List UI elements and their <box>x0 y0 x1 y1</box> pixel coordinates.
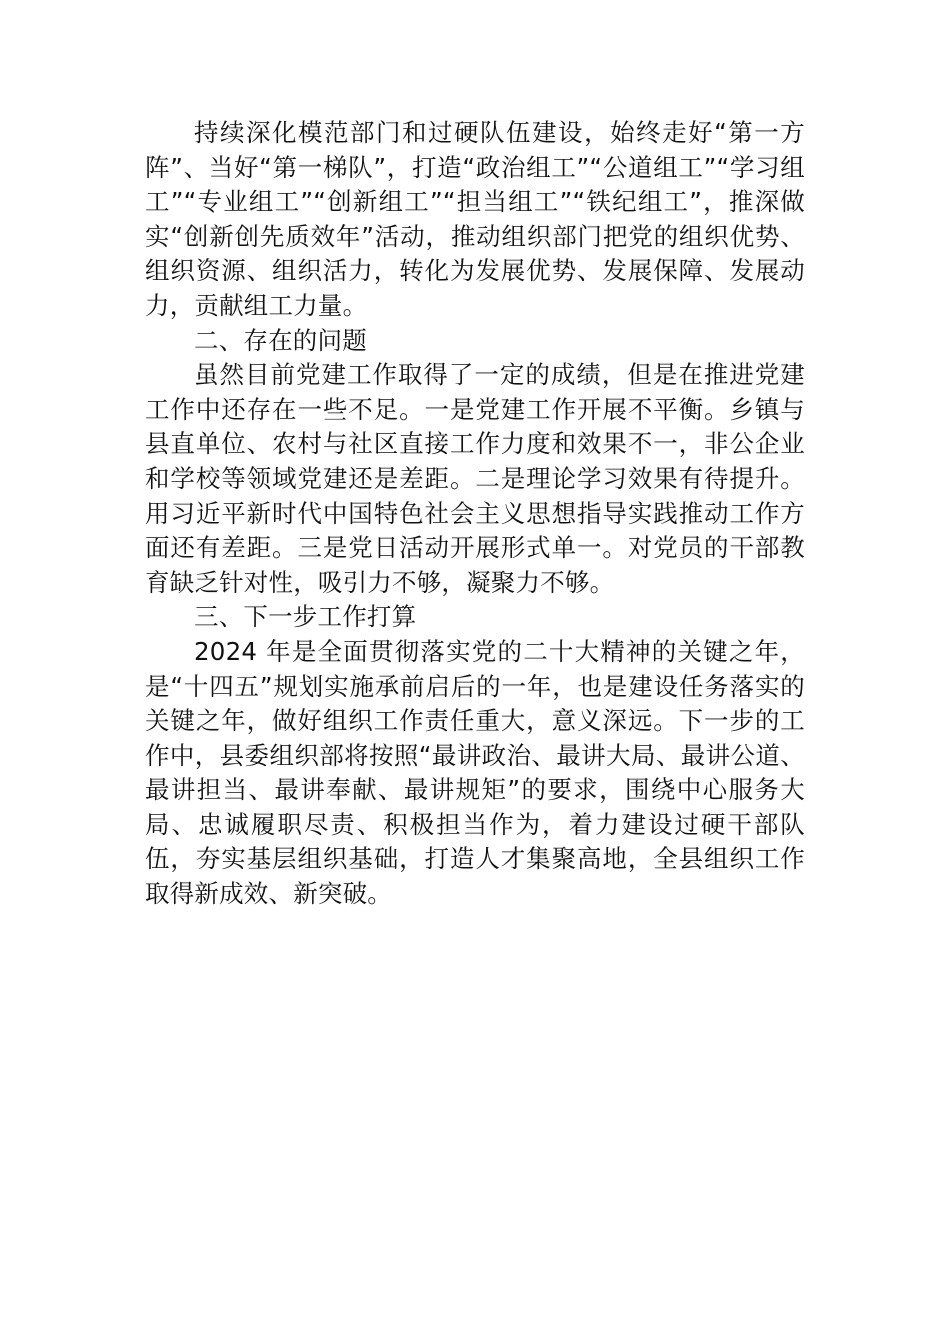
section-heading-next-steps: 三、下一步工作打算 <box>194 602 417 632</box>
paragraph-model-department: 持续深化模范部门和过硬队伍建设，始终走好“第一方阵”、当好“第一梯队”，打造“政治组工”“公道组工”“学习组工”“专业组工”“创新组工”“担当组工”“铁纪组工”，推深做实“创新创先质效年”活动，推动组织部门把党的组织优势、组织资源、组织活力，转化为发展优势、发展保障、发展动力，贡献组工力量。 <box>145 118 805 320</box>
paragraph-problems: 虽然目前党建工作取得了一定的成绩，但是在推进党建工作中还存在一些不足。一是党建工作开展不平衡。乡镇与县直单位、农村与社区直接工作力度和效果不一，非公企业和学校等领域党建还是差距。二是理论学习效果有待提升。用习近平新时代中国特色社会主义思想指导实践推动工作方面还有差距。三是党日活动开展形式单一。对党员的干部教育缺乏针对性，吸引力不够，凝聚力不够。 <box>145 360 805 597</box>
section-heading-problems: 二、存在的问题 <box>194 325 367 355</box>
document-body <box>145 116 805 912</box>
paragraph-next-steps: 2024 年是全面贯彻落实党的二十大精神的关键之年，是“十四五”规划实施承前启后的一年，也是建设任务落实的关键之年，做好组织工作责任重大，意义深远。下一步的工作中，县委组织部将按照“最讲政治、最讲大局、最讲公道、最讲担当、最讲奉献、最讲规矩”的要求，围绕中心服务大局、忠诚履职尽责、积极担当作为，着力建设过硬干部队伍，夯实基层组织基础，打造人才集聚高地，全县组织工作取得新成效、新突破。 <box>145 636 805 909</box>
